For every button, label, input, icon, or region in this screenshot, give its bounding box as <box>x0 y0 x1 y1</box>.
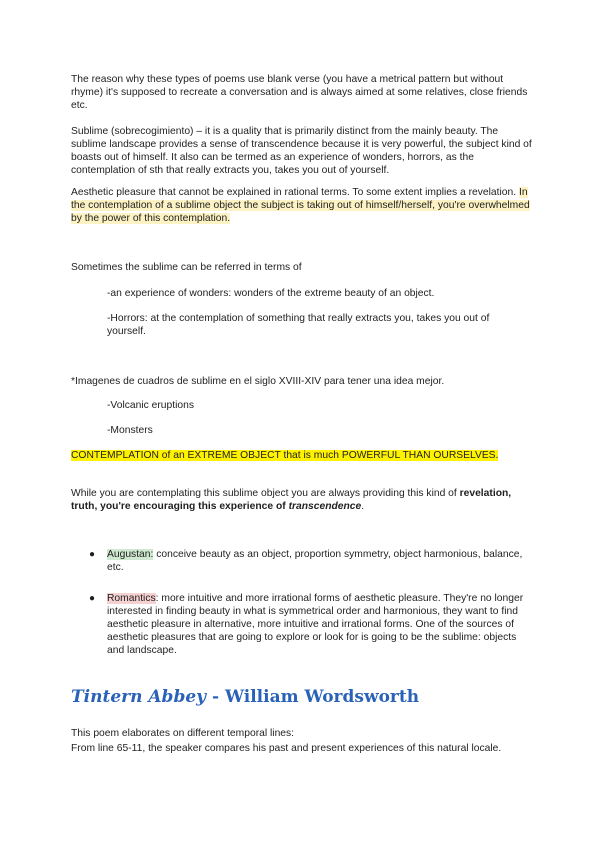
heading-separator: - <box>206 687 225 707</box>
poem-title: Tintern Abbey <box>71 687 207 707</box>
revelation-intro: While you are contemplating this sublime object you are always providing this kind of <box>71 488 460 499</box>
bullet-augustan <box>107 548 527 574</box>
revelation-bold: revelation, truth, you're encouraging this experience of <box>71 488 512 512</box>
contemplation-caps-highlight: CONTEMPLATION of an EXTREME OBJECT that is much POWERFUL THAN OURSELVES. <box>71 450 499 461</box>
aesthetic-pleasure-text: Aesthetic pleasure that cannot be explained in rational terms. To some extent implies a revelation. <box>71 187 519 198</box>
paragraph-contemplation-caps <box>71 449 533 462</box>
paragraph-sublime-definition: Sublime (sobrecogimiento) – it is a quality that is primarily distinct from the mainly beauty. The sublime landscape provides a sense of transcendence because it is very powerful, the subject kind of boasts out of himself. It also can be termed as an experience of wonders, horrors, as the contemplation of sth that really extracts you, takes you out of yourself. <box>71 126 532 176</box>
transcendence-word: transcendence <box>288 501 362 512</box>
revelation-end: . <box>361 501 365 512</box>
paragraph-blank-verse: The reason why these types of poems use blank verse (you have a metrical pattern but without rhyme) it's supposed to recreate a conversation and is always aimed at some relatives, close friends etc. <box>71 74 528 111</box>
paragraph-revelation <box>71 487 533 513</box>
augustan-text: conceive beauty as an object, proportion symmetry, object harmonious, balance, etc. <box>107 549 523 573</box>
romantics-text: : more intuitive and more irrational forms of aesthetic pleasure. They're no longer interested in finding beauty in what is symmetrical order and harmonious, they want to find aesthetic pleasure in alternative, more intuitive and irrational forms. One of the sources of aesthetic pleasures that are going to explore or look for is going to be the sublime: objects and landscape. <box>107 593 524 656</box>
item-wonders: -an experience of wonders: wonders of the extreme beauty of an object. <box>107 288 435 299</box>
item-monsters: -Monsters <box>107 425 153 436</box>
paragraph-imagenes-note: *Imagenes de cuadros de sublime en el siglo XVIII-XIV para tener una idea mejor. <box>71 376 445 387</box>
item-horrors: -Horrors: at the contemplation of something that really extracts you, takes you out of yourself. <box>107 313 490 337</box>
item-volcanic-eruptions: -Volcanic eruptions <box>107 400 195 411</box>
romantics-term: Romantics <box>107 593 156 604</box>
contemplation-highlight: In the contemplation of a sublime object the subject is taking out of himself/herself, you're overwhelmed by the power of this contemplation. <box>71 187 530 224</box>
bullet-romantics <box>107 592 527 657</box>
augustan-term: Augustan: <box>107 549 154 560</box>
bullet-icon: ● <box>89 549 96 560</box>
paragraph-line-comparison: From line 65-11, the speaker compares his past and present experiences of this natural locale. <box>71 743 502 754</box>
poem-author: William Wordsworth <box>224 687 420 707</box>
section-heading <box>71 686 419 708</box>
paragraph-aesthetic-pleasure <box>71 186 533 225</box>
bullet-icon: ● <box>89 593 96 604</box>
paragraph-sublime-terms: Sometimes the sublime can be referred in terms of <box>71 262 302 273</box>
paragraph-temporal-lines: This poem elaborates on different temporal lines: <box>71 728 295 739</box>
